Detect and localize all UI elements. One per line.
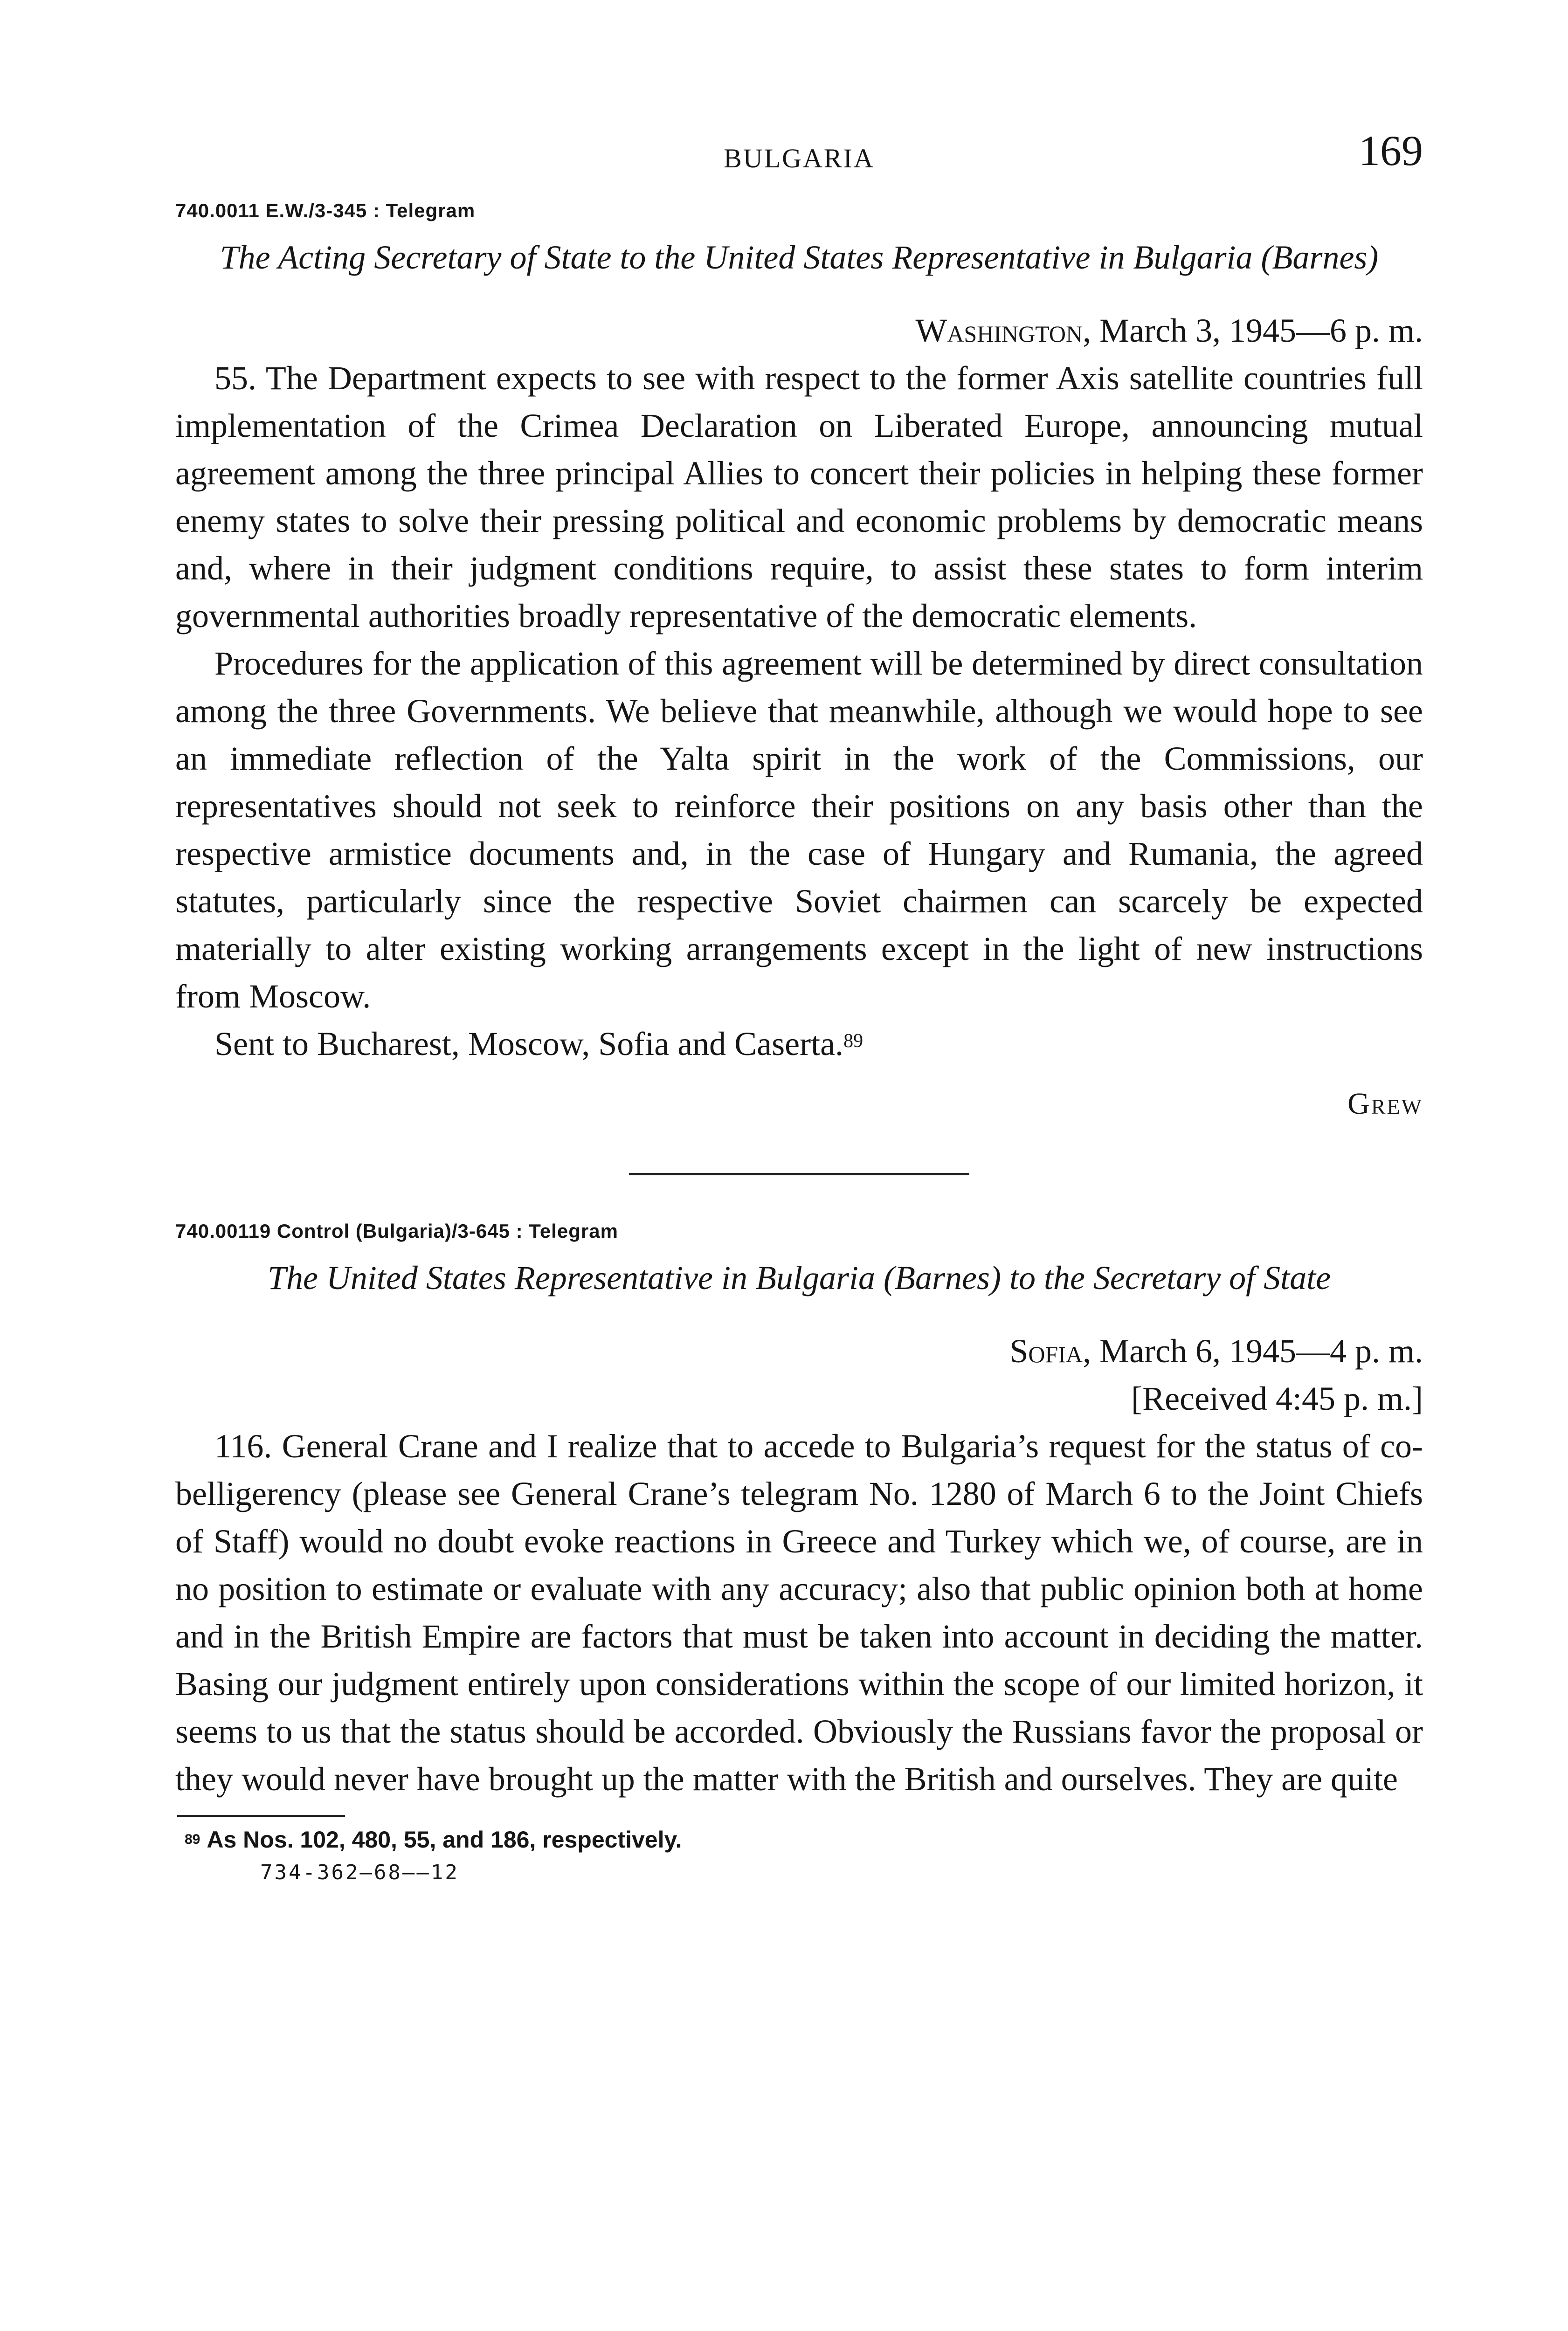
dateline <box>175 1327 1423 1375</box>
section-divider <box>629 1173 969 1175</box>
document-heading: The United States Representative in Bulgaria (Barnes) to the Secretary of State <box>267 1259 1331 1297</box>
dateline-date: , March 6, 1945—4 p. m. <box>1083 1332 1423 1370</box>
dateline-place: Sofia <box>1009 1332 1083 1370</box>
document-page <box>175 126 1423 1884</box>
document-heading: The Acting Secretary of State to the United States Representative in Bulgaria (Barnes) <box>220 239 1379 276</box>
footnote-text: As Nos. 102, 480, 55, and 186, respectively. <box>207 1827 682 1853</box>
distribution-text: Sent to Bucharest, Moscow, Sofia and Caserta. <box>214 1025 844 1062</box>
telegram-section-1 <box>175 200 1423 1122</box>
dateline-date: , March 3, 1945—6 p. m. <box>1083 312 1423 349</box>
file-reference: 740.00119 Control (Bulgaria)/3-645 : Telegram <box>175 1220 618 1242</box>
footnote <box>185 1821 1423 1858</box>
dateline-place: Washington <box>915 312 1083 349</box>
print-code: 734-362—68——12 <box>260 1861 459 1884</box>
body-paragraph: 55. The Department expects to see with respect to the former Axis satellite countries full implementation of the Crimea Declaration on Liberated Europe, announcing mutual agreement among the three principal Allies to concert their policies in helping these former enemy states to solve their pressing political and economic problems by democratic means and, where in their judgment conditions require, to assist these states to form interim governmental authorities broadly representative of the democratic elements. <box>175 359 1423 634</box>
footnote-marker: 89 <box>843 1030 863 1052</box>
footnote-number: 89 <box>185 1832 200 1847</box>
received-note: [Received 4:45 p. m.] <box>1131 1380 1423 1417</box>
file-reference: 740.0011 E.W./3-345 : Telegram <box>175 200 476 221</box>
body-paragraph: 116. General Crane and I realize that to accede to Bulgaria’s request for the status of co-belligerency (please see General Crane’s telegram No. 1280 of March 6 to the Joint Chiefs of Staff) would no doubt evoke reactions in Greece and Turkey which we, of course, are in no position to estimate or evaluate with any accuracy; also that public opinion both at home and in the British Empire are factors that must be taken into account in deciding the matter. Basing our judgment entirely upon considerations within the scope of our limited horizon, it seems to us that the status should be accorded. Obviously the Russians favor the proposal or they would never have brought up the matter with the British and ourselves. They are quite <box>175 1428 1423 1798</box>
footnote-rule <box>177 1815 345 1817</box>
page-number: 169 <box>1359 127 1423 174</box>
body-paragraph <box>175 1020 1423 1068</box>
dateline <box>175 307 1423 354</box>
running-head <box>175 126 1423 186</box>
telegram-section-2 <box>175 1220 1423 1803</box>
signature: Grew <box>1347 1087 1423 1121</box>
body-paragraph: Procedures for the application of this agreement will be determined by direct consultation among the three Governments. We believe that meanwhile, although we would hope to see an immediate reflection of the Yalta spirit in the work of the Commissions, our representatives should not seek to reinforce their positions on any basis other than the respective armistice documents and, in the case of Hungary and Rumania, the agreed statutes, particularly since the respective Soviet chairmen can scarcely be expected materially to alter existing working arrangements except in the light of new instructions from Moscow. <box>175 645 1423 1015</box>
running-title: BULGARIA <box>724 143 875 173</box>
